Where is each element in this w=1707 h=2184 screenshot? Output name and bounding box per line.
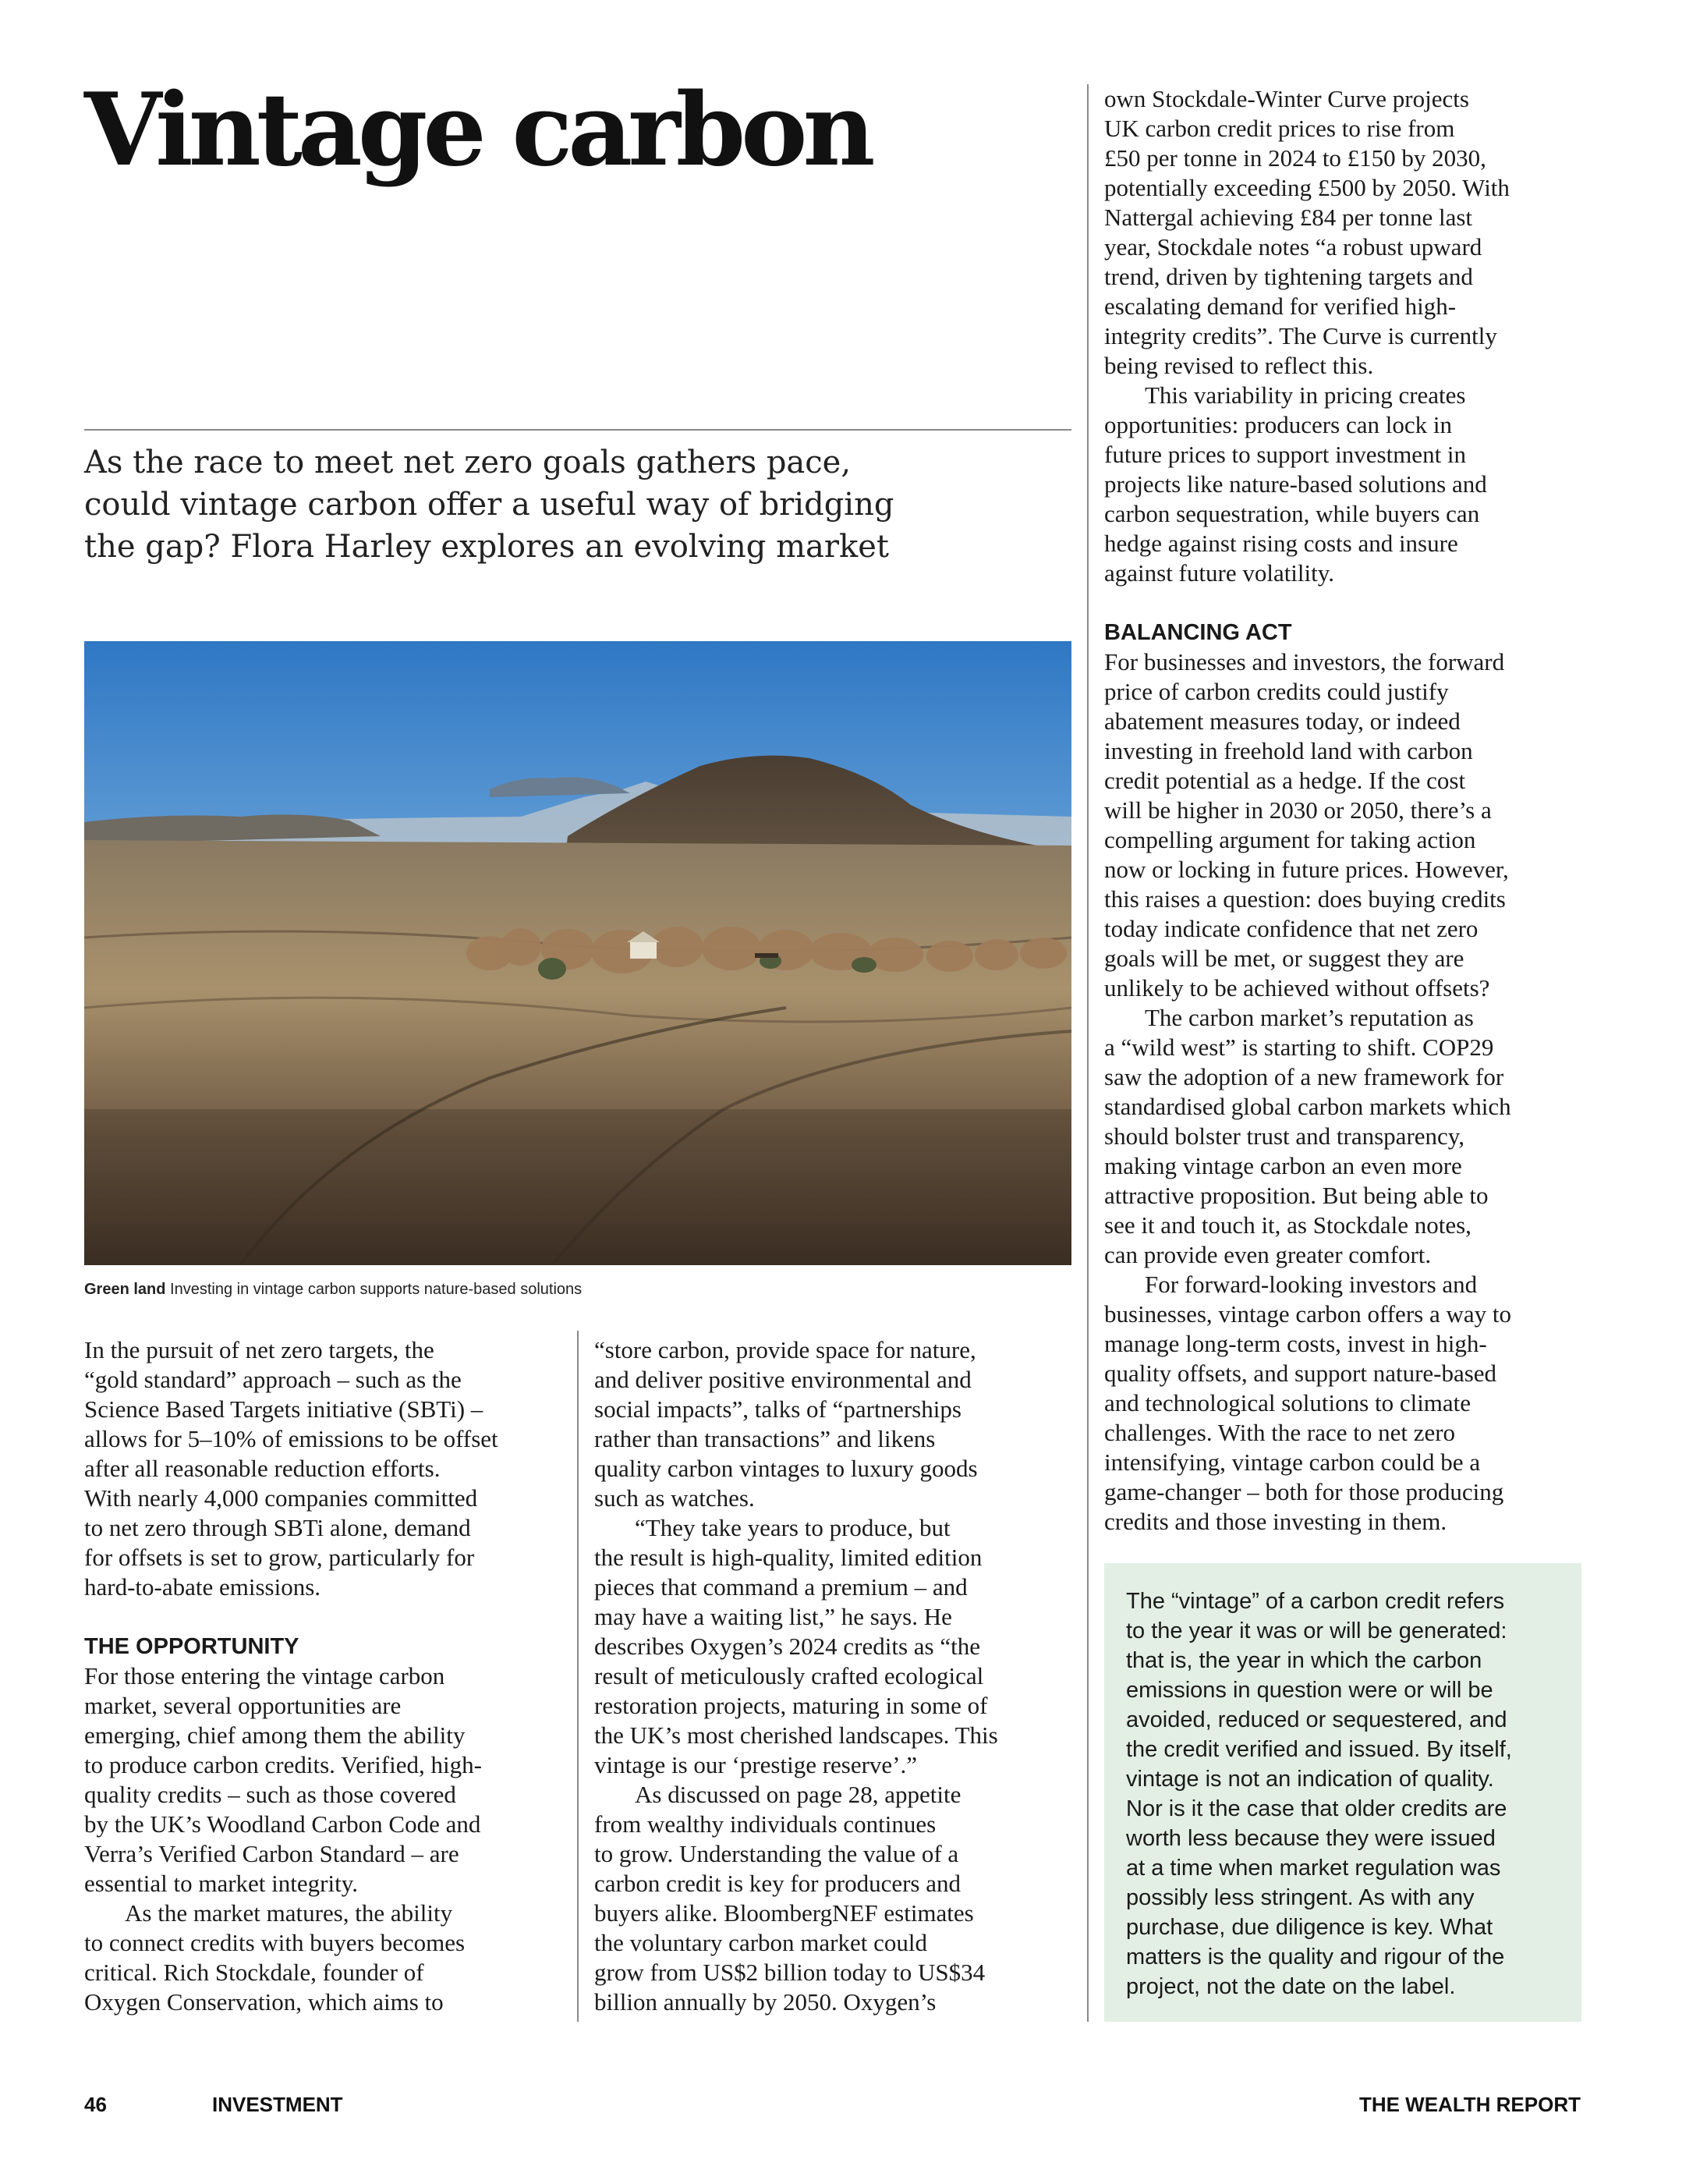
paragraph: [594, 1513, 998, 1780]
page-number: 46: [84, 2093, 107, 2116]
text-line: attractive proposition. But being able to: [1104, 1182, 1489, 1209]
text-line: For those entering the vintage carbon: [84, 1662, 445, 1689]
text-line: This variability in pricing creates: [1145, 381, 1466, 409]
text-line: will be higher in 2030 or 2050, there’s a: [1104, 796, 1492, 824]
body-column-2: [594, 1335, 998, 2017]
text-line: In the pursuit of net zero targets, the: [84, 1336, 434, 1363]
sidebar-line: The “vintage” of a carbon credit refers: [1126, 1589, 1505, 1614]
text-line: for offsets is set to grow, particularly for: [84, 1544, 475, 1571]
text-line: trend, driven by tightening targets and: [1104, 263, 1473, 290]
standfirst-line: could vintage carbon offer a useful way of bridging: [84, 487, 894, 523]
text-line: quality credits – such as those covered: [84, 1781, 456, 1808]
paragraph: [84, 1899, 498, 2017]
column-divider: [577, 1331, 579, 2022]
paragraph: [1104, 647, 1511, 1003]
text-line: grow from US$2 billion today to US$34: [594, 1959, 986, 1986]
text-line: credits and those investing in them.: [1104, 1508, 1447, 1535]
sidebar-line: purchase, due diligence is key. What: [1126, 1915, 1493, 1940]
text-line: “store carbon, provide space for nature,: [594, 1336, 976, 1363]
text-line: price of carbon credits could justify: [1104, 678, 1449, 705]
text-line: after all reasonable reduction efforts.: [84, 1455, 441, 1482]
text-line: being revised to reflect this.: [1104, 352, 1374, 379]
text-line: abatement measures today, or indeed: [1104, 707, 1461, 735]
standfirst: [84, 441, 973, 568]
text-line: critical. Rich Stockdale, founder of: [84, 1959, 424, 1986]
text-line: making vintage carbon an even more: [1104, 1152, 1462, 1179]
sidebar-line: project, not the date on the label.: [1126, 1974, 1456, 1999]
text-line: vintage is our ‘prestige reserve’.”: [594, 1751, 918, 1778]
sidebar-line: possibly less stringent. As with any: [1126, 1885, 1475, 1910]
landscape-photo: [84, 641, 1071, 1265]
text-line: and technological solutions to climate: [1104, 1389, 1471, 1416]
text-line: rather than transactions” and likens: [594, 1425, 936, 1452]
text-line: unlikely to be achieved without offsets?: [1104, 974, 1490, 1002]
text-line: investing in freehold land with carbon: [1104, 737, 1473, 764]
text-line: essential to market integrity.: [84, 1870, 358, 1897]
text-line: saw the adoption of a new framework for: [1104, 1063, 1504, 1090]
text-line: allows for 5–10% of emissions to be offset: [84, 1425, 498, 1452]
body-column-3: [1104, 84, 1511, 1537]
paragraph: [84, 1335, 498, 1602]
paragraph: [1104, 1270, 1511, 1537]
text-line: opportunities: producers can lock in: [1104, 411, 1452, 438]
sidebar-line: Nor is it the case that older credits are: [1126, 1796, 1507, 1821]
sidebar-line: that is, the year in which the carbon: [1126, 1648, 1482, 1673]
title-divider: [84, 429, 1071, 431]
landscape-photo-icon: [84, 641, 1071, 1265]
text-line: Nattergal achieving £84 per tonne last: [1104, 204, 1473, 231]
text-line: by the UK’s Woodland Carbon Code and: [84, 1810, 481, 1838]
paragraph: [84, 1661, 498, 1899]
text-line: hedge against rising costs and insure: [1104, 530, 1458, 557]
text-line: potentially exceeding £500 by 2050. With: [1104, 174, 1510, 201]
standfirst-line: As the race to meet net zero goals gathers pace,: [84, 445, 852, 480]
text-line: and deliver positive environmental and: [594, 1366, 972, 1393]
publication-name: THE WEALTH REPORT: [1358, 2093, 1581, 2116]
text-line: buyers alike. BloombergNEF estimates: [594, 1899, 974, 1927]
text-line: against future volatility.: [1104, 559, 1334, 587]
text-line: Verra’s Verified Carbon Standard – are: [84, 1840, 459, 1867]
text-line: Oxygen Conservation, which aims to: [84, 1988, 444, 2016]
text-line: see it and touch it, as Stockdale notes,: [1104, 1211, 1471, 1239]
text-line: escalating demand for verified high-: [1104, 292, 1457, 320]
text-line: to grow. Understanding the value of a: [594, 1840, 959, 1867]
sidebar-line: vintage is not an indication of quality.: [1126, 1767, 1494, 1792]
text-line: this raises a question: does buying credits: [1104, 885, 1506, 913]
column-divider: [1087, 84, 1089, 2022]
text-line: the voluntary carbon market could: [594, 1929, 927, 1956]
text-line: UK carbon credit prices to rise from: [1104, 115, 1455, 142]
sidebar-line: the credit verified and issued. By itself,: [1126, 1737, 1512, 1762]
text-line: the result is high-quality, limited edition: [594, 1544, 983, 1571]
section-heading-balancing-act: BALANCING ACT: [1104, 620, 1292, 645]
text-line: to connect credits with buyers becomes: [84, 1929, 466, 1956]
text-line: future prices to support investment in: [1104, 441, 1467, 468]
text-line: goals will be met, or suggest they are: [1104, 945, 1464, 972]
text-line: social impacts”, talks of “partnerships: [594, 1395, 962, 1423]
text-line: result of meticulously crafted ecological: [594, 1662, 984, 1689]
text-line: As discussed on page 28, appetite: [635, 1781, 962, 1808]
sidebar-line: avoided, reduced or sequestered, and: [1126, 1707, 1507, 1732]
photo-caption: [84, 1279, 582, 1299]
text-line: own Stockdale-Winter Curve projects: [1104, 85, 1469, 112]
text-line: challenges. With the race to net zero: [1104, 1419, 1456, 1446]
caption-label: Green land: [84, 1281, 166, 1298]
text-line: restoration projects, maturing in some of: [594, 1692, 988, 1719]
text-line: today indicate confidence that net zero: [1104, 915, 1479, 942]
text-line: For businesses and investors, the forward: [1104, 648, 1505, 675]
body-column-1: [84, 1335, 498, 2017]
section-name: INVESTMENT: [212, 2093, 343, 2116]
text-line: carbon sequestration, while buyers can: [1104, 500, 1480, 527]
text-line: standardised global carbon markets which: [1104, 1093, 1511, 1120]
text-line: quality carbon vintages to luxury goods: [594, 1455, 978, 1482]
text-line: carbon credit is key for producers and: [594, 1870, 961, 1897]
text-line: As the market matures, the ability: [125, 1899, 453, 1927]
sidebar-line: worth less because they were issued: [1126, 1826, 1496, 1851]
paragraph: [594, 1780, 998, 2017]
text-line: to produce carbon credits. Verified, high-: [84, 1751, 482, 1778]
text-line: to net zero through SBTi alone, demand: [84, 1514, 471, 1541]
sidebar-line: emissions in question were or will be: [1126, 1678, 1493, 1703]
vintage-definition-box: [1104, 1563, 1581, 2022]
text-line: £50 per tonne in 2024 to £150 by 2030,: [1104, 144, 1486, 172]
caption-text: Investing in vintage carbon supports nature-based solutions: [170, 1281, 583, 1298]
text-line: The carbon market’s reputation as: [1145, 1004, 1474, 1031]
text-line: Science Based Targets initiative (SBTi) –: [84, 1395, 483, 1423]
text-line: the UK’s most cherished landscapes. This: [594, 1721, 998, 1749]
paragraph: [1104, 84, 1511, 381]
sidebar-line: to the year it was or will be generated:: [1126, 1618, 1507, 1643]
standfirst-line: the gap? Flora Harley explores an evolving market: [84, 529, 889, 565]
paragraph: [1104, 1003, 1511, 1270]
sidebar-line: at a time when market regulation was: [1126, 1856, 1501, 1881]
text-line: “They take years to produce, but: [635, 1514, 951, 1541]
text-line: businesses, vintage carbon offers a way to: [1104, 1300, 1511, 1328]
text-line: billion annually by 2050. Oxygen’s: [594, 1988, 937, 2016]
text-line: For forward-looking investors and: [1145, 1271, 1478, 1298]
sidebar-line: matters is the quality and rigour of the: [1126, 1945, 1505, 1970]
text-line: “gold standard” approach – such as the: [84, 1366, 462, 1393]
text-line: emerging, chief among them the ability: [84, 1721, 466, 1749]
text-line: projects like nature-based solutions and: [1104, 470, 1487, 498]
text-line: now or locking in future prices. However,: [1104, 856, 1509, 883]
text-line: hard-to-abate emissions.: [84, 1573, 321, 1601]
text-line: compelling argument for taking action: [1104, 826, 1476, 853]
section-heading-opportunity: THE OPPORTUNITY: [84, 1634, 299, 1659]
paragraph: [594, 1335, 998, 1513]
text-line: can provide even greater comfort.: [1104, 1241, 1432, 1268]
text-line: pieces that command a premium – and: [594, 1573, 968, 1601]
text-line: year, Stockdale notes “a robust upward: [1104, 233, 1482, 261]
text-line: describes Oxygen’s 2024 credits as “the: [594, 1633, 981, 1660]
text-line: market, several opportunities are: [84, 1692, 402, 1719]
text-line: a “wild west” is starting to shift. COP29: [1104, 1034, 1494, 1061]
text-line: from wealthy individuals continues: [594, 1810, 937, 1838]
text-line: game-changer – both for those producing: [1104, 1478, 1504, 1505]
text-line: credit potential as a hedge. If the cost: [1104, 767, 1466, 794]
text-line: intensifying, vintage carbon could be a: [1104, 1448, 1481, 1476]
text-line: such as watches.: [594, 1484, 755, 1512]
text-line: manage long-term costs, invest in high-: [1104, 1330, 1487, 1357]
text-line: quality offsets, and support nature-based: [1104, 1360, 1497, 1387]
text-line: should bolster trust and transparency,: [1104, 1122, 1465, 1150]
text-line: integrity credits”. The Curve is currently: [1104, 322, 1497, 349]
paragraph: [1104, 381, 1511, 588]
text-line: With nearly 4,000 companies committed: [84, 1484, 478, 1512]
text-line: may have a waiting list,” he says. He: [594, 1603, 952, 1630]
article-title: Vintage carbon: [84, 72, 871, 189]
